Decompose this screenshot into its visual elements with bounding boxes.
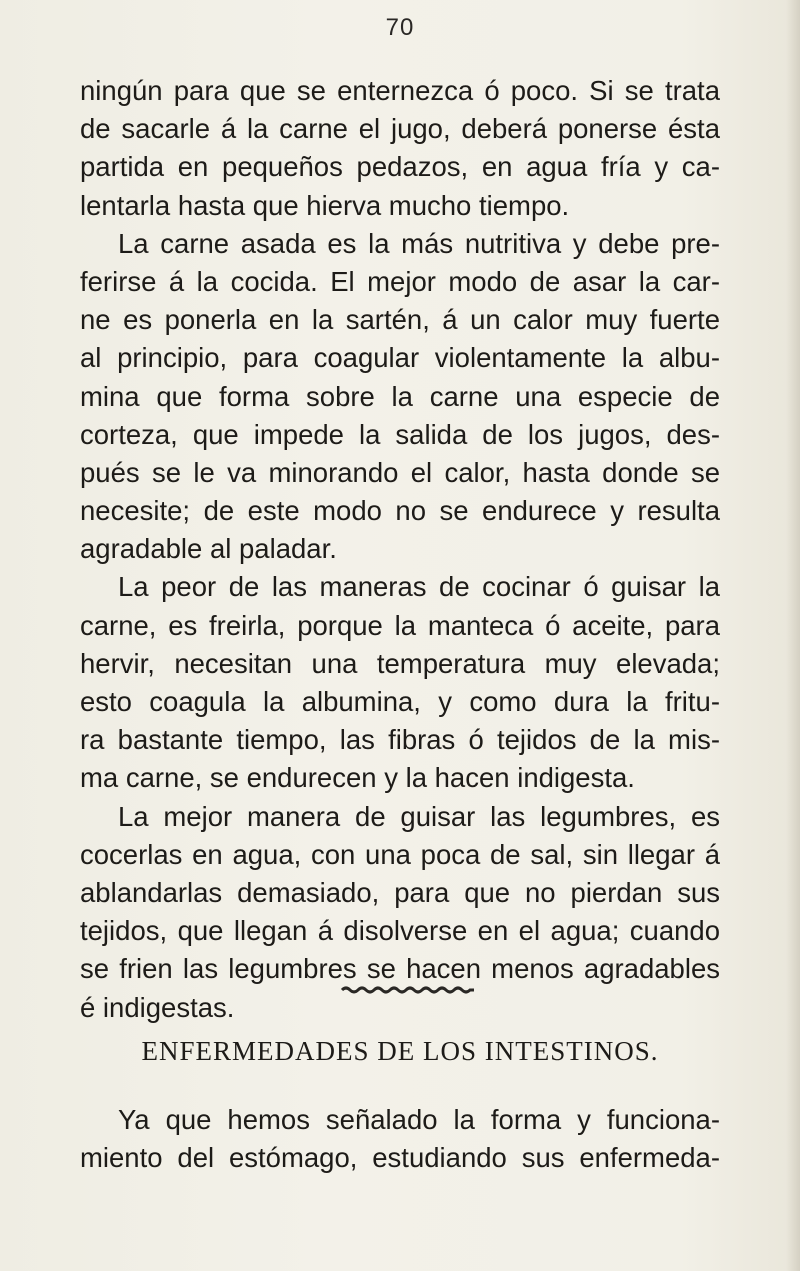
text-line: ablandarlas demasiado, para que no pierdan sus [80,876,720,908]
section-divider-ornament [340,985,476,995]
text-line: ne es ponerla en la sartén, á un calor muy fuerte [80,304,720,336]
text-line: miento del estómago, estudiando sus enfermeda- [80,1142,720,1174]
text-line: de sacarle á la carne el jugo, deberá ponerse ésta [80,113,720,145]
page-edge-shadow [786,0,800,1271]
text-line: mina que forma sobre la carne una especie de [80,380,720,412]
body-text [80,72,720,1027]
text-line: La peor de las maneras de cocinar ó guisar la [118,571,720,603]
text-line: Ya que hemos señalado la forma y funciona- [118,1104,720,1135]
paragraph [80,225,720,569]
section-heading: ENFERMEDADES DE LOS INTESTINOS. [141,1036,659,1066]
text-line: necesite; de este modo no se endurece y resulta [80,495,720,527]
text-line: pués se le va minorando el calor, hasta donde se [80,456,720,488]
text-line: partida en pequeños pedazos, en agua fría y ca- [80,151,720,183]
text-line: agradable al paladar. [80,533,337,565]
text-line: tejidos, que llegan á disolverse en el agua; cuando [80,915,720,947]
text-line: La carne asada es la más nutritiva y debe pre- [118,227,720,259]
paragraph [80,72,720,225]
text-line: La mejor manera de guisar las legumbres, es [118,800,720,832]
text-line: carne, es freirla, porque la manteca ó aceite, para [80,609,720,641]
page-number: 70 [385,14,415,41]
text-line: esto coagula la albumina, y como dura la fritu- [80,686,720,717]
text-line: ferirse á la cocida. El mejor modo de asar la car- [80,265,720,297]
text-line: corteza, que impede la salida de los jugos, des- [80,418,720,450]
text-line: hervir, necesitan una temperatura muy elevada; [80,647,720,679]
text-line: ra bastante tiempo, las fibras ó tejidos de la mis- [80,724,720,756]
text-line: ma carne, se endurecen y la hacen indigesta. [80,762,635,794]
body-text [80,1101,720,1177]
paragraph [80,568,720,797]
paragraph [80,1101,720,1177]
text-line: lentarla hasta que hierva mucho tiempo. [80,189,570,221]
text-line: é indigestas. [80,991,235,1023]
text-line: al principio, para coagular violentamente la albu- [80,342,720,374]
text-line: cocerlas en agua, con una poca de sal, sin llegar á [80,838,720,870]
text-line: se frien las legumbres se hacen menos agradables [80,953,720,985]
text-line: ningún para que se enternezca ó poco. Si se trata [80,75,720,106]
